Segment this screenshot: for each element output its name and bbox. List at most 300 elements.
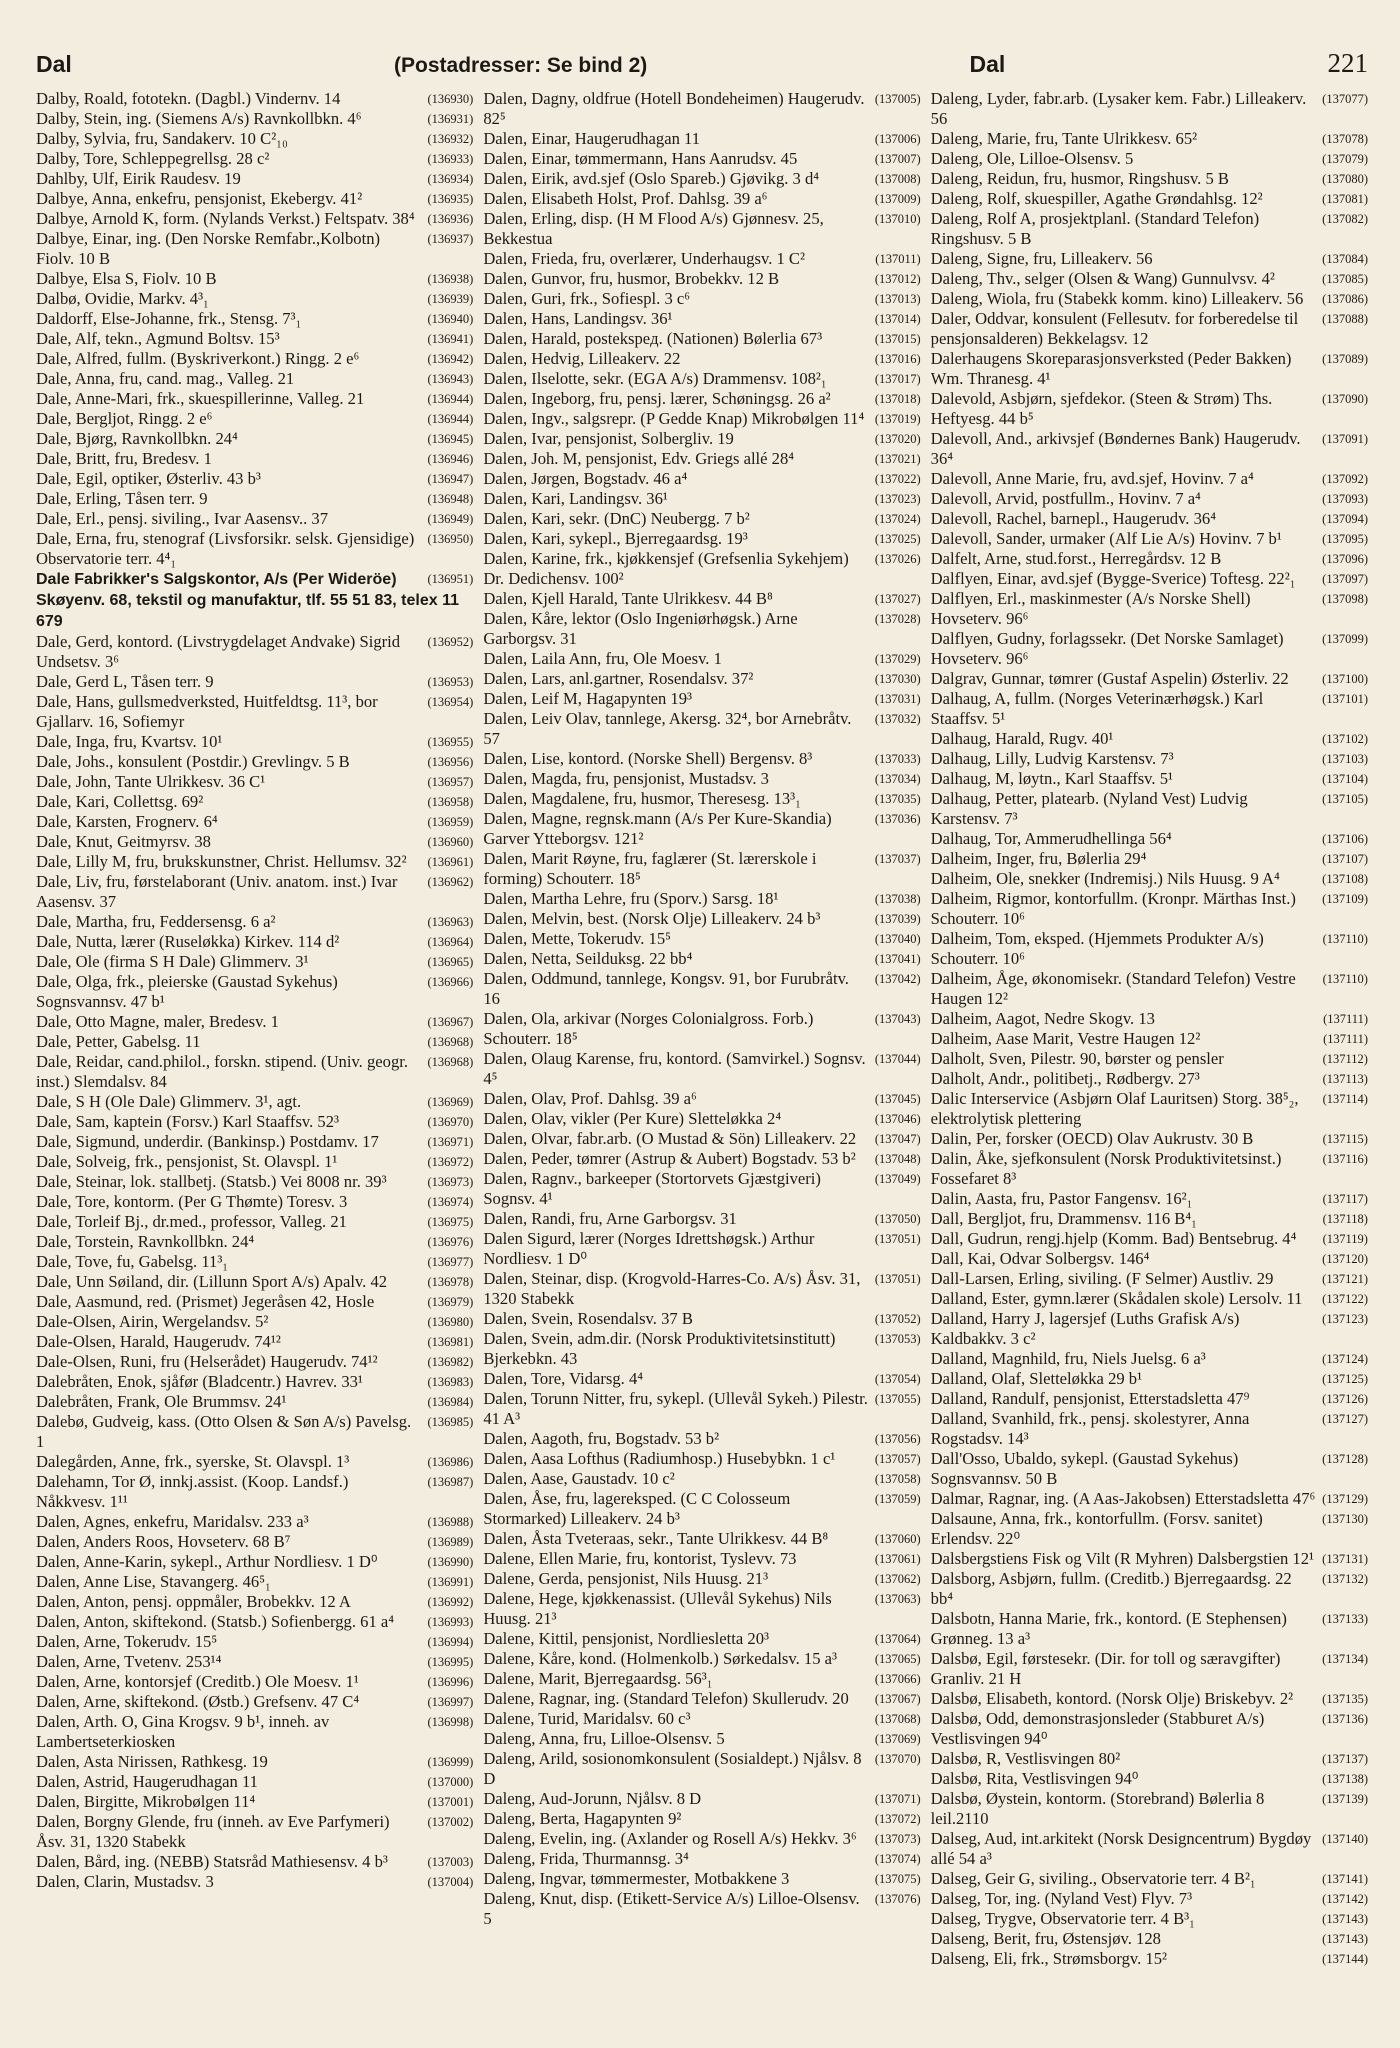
directory-entry xyxy=(931,729,1368,749)
entry-phone-number: (137022) xyxy=(874,472,921,486)
entry-phone-number: (137070) xyxy=(874,1752,921,1766)
directory-entry xyxy=(36,1772,473,1792)
entry-text: Dalbye, Elsa S, Fiolv. 10 B xyxy=(36,269,217,288)
entry-text: Dalin, Per, forsker (OECD) Olav Aukrustv. 30 B xyxy=(930,1129,1254,1148)
entry-text: Daleng, Knut, disp. (Etikett-Service A/s) Lilloe-Olsensv. 5 xyxy=(483,1889,860,1928)
directory-entry xyxy=(931,629,1368,669)
directory-entry xyxy=(36,229,473,269)
entry-phone-number: (137140) xyxy=(1322,1832,1368,1846)
entry-phone-number: (136931) xyxy=(427,112,474,126)
entry-text: Dale, Torstein, Ravnkollbkn. 24⁴ xyxy=(36,1232,255,1251)
entry-phone-number: (137038) xyxy=(874,892,921,906)
entry-text: Dalby, Sylvia, fru, Sandakerv. 10 C²₁₀ xyxy=(36,129,288,148)
directory-entry xyxy=(931,1069,1368,1089)
entry-phone-number: (137128) xyxy=(1322,1452,1368,1466)
entry-phone-number: (136955) xyxy=(427,735,474,749)
entry-text: Dale, Inga, fru, Kvartsv. 10¹ xyxy=(36,732,223,751)
entry-phone-number: (137065) xyxy=(874,1652,921,1666)
entry-phone-number: (137095) xyxy=(1322,532,1368,546)
entry-text: Dalevold, Asbjørn, sjefdekor. (Steen & Strøm) Ths. Heftyesg. 44 b⁵ xyxy=(930,389,1273,428)
entry-phone-number: (136978) xyxy=(427,1275,474,1289)
entry-text: Dalsbergstiens Fisk og Vilt (R Myhren) Dalsbergstien 12¹ xyxy=(930,1549,1314,1568)
entry-text: Dalen, Hedvig, Lilleakerv. 22 xyxy=(483,349,681,368)
entry-phone-number: (137027) xyxy=(874,592,921,606)
entry-text: Dalland, Harry J, lagersjef (Luths Grafisk A/s) Kaldbakkv. 3 c² xyxy=(930,1309,1240,1348)
entry-phone-number: (137132) xyxy=(1322,1572,1368,1586)
directory-entry xyxy=(931,1749,1368,1769)
directory-entry xyxy=(931,1309,1368,1349)
entry-text: Dall, Kai, Odvar Solbergsv. 146⁴ xyxy=(930,1249,1150,1268)
directory-entry xyxy=(483,189,920,209)
entry-phone-number: (137117) xyxy=(1322,1192,1368,1206)
entry-phone-number: (136989) xyxy=(427,1535,474,1549)
entry-text: Dalen, Karine, frk., kjøkkensjef (Grefsenlia Sykehjem) Dr. Dedichensv. 100² xyxy=(483,549,849,588)
entry-phone-number: (136939) xyxy=(427,292,474,306)
entry-text: Dale, Hans, gullsmedverksted, Huitfeldtsg. 11³, bor Gjallarv. 16, Sofiemyr xyxy=(36,692,378,731)
entry-text: Dalen, Tore, Vidarsg. 4⁴ xyxy=(483,1369,644,1388)
entry-phone-number: (137105) xyxy=(1322,792,1368,806)
entry-phone-number: (137029) xyxy=(874,652,921,666)
entry-phone-number: (137066) xyxy=(874,1672,921,1686)
entry-text: Dalen, Jørgen, Bogstadv. 46 a⁴ xyxy=(483,469,688,488)
directory-entry xyxy=(483,1129,920,1149)
directory-entry xyxy=(483,289,920,309)
directory-entry xyxy=(36,1592,473,1612)
directory-entry xyxy=(483,1269,920,1309)
directory-entry xyxy=(483,449,920,469)
entry-phone-number: (137036) xyxy=(874,812,921,826)
entry-text: Dalen, Kari, sykepl., Bjerregaardsg. 19³ xyxy=(483,529,748,548)
entry-text: Dalen, Ingeborg, fru, pensj. lærer, Schøningsg. 26 a² xyxy=(483,389,831,408)
entry-text: Daleng, Signe, fru, Lilleakerv. 56 xyxy=(930,249,1153,268)
entry-phone-number: (137001) xyxy=(427,1795,474,1809)
entry-phone-number: (137015) xyxy=(874,332,921,346)
entry-phone-number: (137086) xyxy=(1322,292,1368,306)
entry-phone-number: (137011) xyxy=(875,252,921,266)
directory-entry xyxy=(36,1512,473,1532)
entry-text: Dalseg, Aud, int.arkitekt (Norsk Designcentrum) Bygdøy allé 54 a³ xyxy=(930,1829,1312,1868)
entry-text: Dalen, Lars, anl.gartner, Rosendalsv. 37² xyxy=(483,669,754,688)
entry-phone-number: (136935) xyxy=(427,192,474,206)
directory-entry xyxy=(483,1789,920,1809)
entry-phone-number: (136952) xyxy=(427,635,474,649)
entry-text: Dalen, Harald, postekspeд. (Nationen) Bølerlia 67³ xyxy=(483,329,823,348)
entry-text: Dalen, Agnes, enkefru, Maridalsv. 233 a³ xyxy=(36,1512,309,1531)
directory-entry xyxy=(931,1449,1368,1489)
entry-phone-number: (137124) xyxy=(1322,1352,1368,1366)
entry-text: Dalby, Tore, Schleppegrellsg. 28 c² xyxy=(36,149,270,168)
directory-entry xyxy=(483,769,920,789)
directory-entry xyxy=(36,1092,473,1112)
entry-text: Dalen, Ragnv., barkeeper (Stortorvets Gjæstgiveri) Sognsv. 4¹ xyxy=(483,1169,821,1208)
entry-text: Dalseng, Eli, frk., Strømsborgv. 15² xyxy=(930,1949,1168,1968)
entry-phone-number: (137005) xyxy=(874,92,921,106)
entry-text: Dale, Solveig, frk., pensjonist, St. Olavspl. 1¹ xyxy=(36,1152,338,1171)
entry-text: Dalen, Dagny, oldfrue (Hotell Bondeheimen) Haugerudv. 82⁵ xyxy=(483,89,865,128)
entry-text: Dalseg, Trygve, Observatorie terr. 4 B³₁ xyxy=(930,1909,1195,1928)
entry-phone-number: (136999) xyxy=(427,1755,474,1769)
entry-phone-number: (136971) xyxy=(427,1135,474,1149)
directory-entry xyxy=(483,1009,920,1049)
entry-text: Dalerhaugens Skoreparasjonsverksted (Peder Bakken) Wm. Thranesg. 4¹ xyxy=(930,349,1292,388)
directory-entry xyxy=(483,1149,920,1169)
entry-phone-number: (137084) xyxy=(1322,252,1368,266)
directory-entry xyxy=(931,509,1368,529)
entry-phone-number: (136954) xyxy=(427,695,474,709)
entry-phone-number: (136974) xyxy=(427,1195,474,1209)
directory-entry xyxy=(36,1572,473,1592)
directory-entry xyxy=(36,1532,473,1552)
directory-entry xyxy=(931,669,1368,689)
entry-phone-number: (136961) xyxy=(427,855,474,869)
entry-phone-number: (137082) xyxy=(1322,212,1368,226)
directory-entry xyxy=(36,1112,473,1132)
directory-entry xyxy=(483,89,920,129)
directory-entry xyxy=(483,409,920,429)
entry-text: Dalen, Olav, Prof. Dahlsg. 39 a⁶ xyxy=(483,1089,697,1108)
entry-text: Dale, Kari, Collettsg. 69² xyxy=(36,792,204,811)
entry-phone-number: (136968) xyxy=(427,1035,474,1049)
directory-entry xyxy=(483,1689,920,1709)
directory-entry xyxy=(931,529,1368,549)
entry-phone-number: (137085) xyxy=(1322,272,1368,286)
directory-entry xyxy=(483,929,920,949)
entry-phone-number: (136995) xyxy=(427,1655,474,1669)
entry-text: Dale, Alfred, fullm. (Byskriverkont.) Ringg. 2 e⁶ xyxy=(36,349,360,368)
directory-entry xyxy=(36,1812,473,1852)
directory-entry xyxy=(931,1269,1368,1289)
entry-phone-number: (136932) xyxy=(427,132,474,146)
entry-text: Dalen, Svein, adm.dir. (Norsk Produktivitetsinstitutt) Bjerkebkn. 43 xyxy=(483,1329,836,1368)
entry-text: Dalen, Anton, skiftekond. (Statsb.) Sofienbergg. 61 a⁴ xyxy=(36,1612,395,1631)
entry-text: Dalen, Martha Lehre, fru (Sporv.) Sarsg. 18¹ xyxy=(483,889,779,908)
entry-text: Dalic Interservice (Asbjørn Olaf Lauritsen) Storg. 38⁵₂, elektrolytisk plettering xyxy=(930,1089,1299,1128)
directory-entry xyxy=(931,389,1368,429)
directory-entry xyxy=(483,1649,920,1669)
entry-text: Daleng, Evelin, ing. (Axlander og Rosell A/s) Hekkv. 3⁶ xyxy=(483,1829,857,1848)
directory-entry xyxy=(36,1332,473,1352)
directory-entry xyxy=(483,669,920,689)
directory-entry xyxy=(931,1549,1368,1569)
entry-text: Dale, Karsten, Frognerv. 6⁴ xyxy=(36,812,218,831)
entry-text: Dale, Liv, fru, førstelaborant (Univ. anatom. inst.) Ivar Aasensv. 37 xyxy=(36,872,398,911)
directory-entry xyxy=(483,849,920,889)
directory-entry xyxy=(931,149,1368,169)
entry-phone-number: (136960) xyxy=(427,835,474,849)
entry-text: Dale, Bergljot, Ringg. 2 e⁶ xyxy=(36,409,213,428)
entry-phone-number: (137019) xyxy=(874,412,921,426)
entry-phone-number: (137047) xyxy=(874,1132,921,1146)
entry-text: Dalevoll, Anne Marie, fru, avd.sjef, Hovinv. 7 a⁴ xyxy=(930,469,1254,488)
entry-text: Dale, Tore, kontorm. (Per G Thømte) Toresv. 3 xyxy=(36,1192,348,1211)
directory-entry xyxy=(931,1229,1368,1249)
entry-phone-number: (137033) xyxy=(874,752,921,766)
entry-text: Daleng, Ole, Lilloe-Olsensv. 5 xyxy=(930,149,1134,168)
directory-entry xyxy=(931,549,1368,569)
entry-phone-number: (137068) xyxy=(874,1712,921,1726)
header-left-keyword: Dal xyxy=(36,51,72,77)
entry-text: Dale, Reidar, cand.philol., forskn. stipend. (Univ. geogr. inst.) Slemdalsv. 84 xyxy=(36,1052,408,1091)
entry-text: Dalland, Randulf, pensjonist, Etterstadsletta 47⁹ xyxy=(930,1389,1250,1408)
entry-text: Dalen, Ivar, pensjonist, Solbergliv. 19 xyxy=(483,429,734,448)
entry-text: Dalflyen, Einar, avd.sjef (Bygge-Sverice) Toftesg. 22²₁ xyxy=(930,569,1296,588)
directory-entry xyxy=(931,589,1368,629)
entry-text: Dalsaune, Anna, frk., kontorfullm. (Forsv. sanitet) Erlendsv. 22⁰ xyxy=(930,1509,1263,1548)
entry-phone-number: (137092) xyxy=(1322,472,1368,486)
entry-phone-number: (137060) xyxy=(874,1532,921,1546)
entry-phone-number: (136958) xyxy=(427,795,474,809)
entry-phone-number: (136987) xyxy=(427,1475,474,1489)
entry-text: Dale, Bjørg, Ravnkollbkn. 24⁴ xyxy=(36,429,238,448)
entry-text: Dalene, Kåre, kond. (Holmenkolb.) Sørkedalsv. 15 a³ xyxy=(483,1649,837,1668)
entry-text: Dalen, Magda, fru, pensjonist, Mustadsv. 3 xyxy=(483,769,769,788)
entry-text: Daleng, Berta, Hagapynten 9² xyxy=(483,1809,682,1828)
entry-text: Dalmar, Ragnar, ing. (A Aas-Jakobsen) Etterstadsletta 47⁶ xyxy=(930,1489,1316,1508)
entry-phone-number: (137089) xyxy=(1322,352,1368,366)
entry-text: Dalseng, Berit, fru, Østensjøv. 128 xyxy=(930,1929,1161,1948)
directory-entry xyxy=(483,909,920,929)
entry-text: Dalen, Gunvor, fru, husmor, Brobekkv. 12 B xyxy=(483,269,780,288)
entry-text: Daldorff, Else-Johanne, frk., Stensg. 7³₁ xyxy=(36,309,302,328)
entry-phone-number: (137044) xyxy=(874,1052,921,1066)
directory-entry xyxy=(931,1209,1368,1229)
directory-entry xyxy=(931,469,1368,489)
entry-phone-number: (137058) xyxy=(874,1472,921,1486)
entry-phone-number: (137035) xyxy=(874,792,921,806)
entry-phone-number: (137101) xyxy=(1322,692,1368,706)
entry-text: Dalene, Hege, kjøkkenassist. (Ullevål Sykehus) Nils Huusg. 21³ xyxy=(483,1589,832,1628)
directory-entry xyxy=(36,1472,473,1512)
entry-phone-number: (137108) xyxy=(1322,872,1368,886)
entry-text: Dalheim, Aagot, Nedre Skogv. 13 xyxy=(930,1009,1155,1028)
entry-phone-number: (136930) xyxy=(427,92,474,106)
directory-entry xyxy=(483,209,920,249)
entry-text: Dalholt, Sven, Pilestr. 90, børster og pensler xyxy=(930,1049,1224,1068)
entry-text: Dalen, Borgny Glende, fru (inneh. av Eve Parfymeri) Åsv. 31, 1320 Stabekk xyxy=(36,1812,390,1851)
entry-phone-number: (137006) xyxy=(874,132,921,146)
entry-text: Daleng, Anna, fru, Lilloe-Olsensv. 5 xyxy=(483,1729,725,1748)
entry-phone-number: (137017) xyxy=(874,372,921,386)
entry-text: Dalsbø, Rita, Vestlisvingen 94⁰ xyxy=(930,1769,1139,1788)
directory-entry xyxy=(931,1349,1368,1369)
directory-entry xyxy=(36,329,473,349)
directory-entry xyxy=(483,789,920,809)
entry-text: Dale, Britt, fru, Bredesv. 1 xyxy=(36,449,212,468)
entry-text: Dalen, Oddmund, tannlege, Kongsv. 91, bor Furubråtv. 16 xyxy=(483,969,849,1008)
entry-phone-number: (136956) xyxy=(427,755,474,769)
directory-entry xyxy=(931,689,1368,729)
entry-text: Dalland, Ester, gymn.lærer (Skådalen skole) Lersolv. 11 xyxy=(930,1289,1303,1308)
entry-text: Dalheim, Ole, snekker (Indremisj.) Nils Huusg. 9 A⁴ xyxy=(930,869,1280,888)
entry-phone-number: (136969) xyxy=(427,1095,474,1109)
entry-text: Dalen, Magne, regnsk.mann (A/s Per Kure-Skandia) Garver Ytteborgsv. 121² xyxy=(483,809,832,848)
entry-text: Dalene, Turid, Maridalsv. 60 c³ xyxy=(483,1709,691,1728)
entry-phone-number: (136983) xyxy=(427,1375,474,1389)
entry-phone-number: (137123) xyxy=(1322,1312,1368,1326)
entry-phone-number: (137103) xyxy=(1322,752,1368,766)
entry-phone-number: (137003) xyxy=(427,1855,474,1869)
entry-phone-number: (137136) xyxy=(1322,1712,1368,1726)
entry-phone-number: (136966) xyxy=(427,975,474,989)
directory-entry xyxy=(36,1652,473,1672)
entry-text: Dalen, Anne Lise, Stavangerg. 46⁵₁ xyxy=(36,1572,271,1591)
directory-entry xyxy=(36,1412,473,1452)
directory-entry xyxy=(483,269,920,289)
directory-entry xyxy=(483,1809,920,1829)
directory-entry xyxy=(931,1189,1368,1209)
directory-entry xyxy=(36,752,473,772)
entry-phone-number: (136981) xyxy=(427,1335,474,1349)
entry-text: Dalen, Ingv., salgsrepr. (P Gedde Knap) Mikrobølgen 11⁴ xyxy=(483,409,865,428)
directory-entry xyxy=(36,1192,473,1212)
directory-entry xyxy=(483,749,920,769)
entry-phone-number: (137144) xyxy=(1322,1952,1368,1966)
entry-phone-number: (137020) xyxy=(874,432,921,446)
entry-phone-number: (137009) xyxy=(874,192,921,206)
directory-entry xyxy=(36,1132,473,1152)
entry-phone-number: (137008) xyxy=(874,172,921,186)
entry-phone-number: (137134) xyxy=(1322,1652,1368,1666)
directory-entry xyxy=(931,1089,1368,1129)
entry-text: Dalen, Astrid, Haugerudhagan 11 xyxy=(36,1772,258,1791)
entry-text: Dalby, Roald, fototekn. (Dagbl.) Vindernv. 14 xyxy=(36,89,341,108)
entry-text: Dalen, Leif M, Hagapynten 19³ xyxy=(483,689,692,708)
entry-phone-number: (137100) xyxy=(1322,672,1368,686)
entry-text: Dalbye, Einar, ing. (Den Norske Remfabr.,Kolbotn) Fiolv. 10 B xyxy=(36,229,381,268)
entry-text: Dalen, Marit Røyne, fru, faglærer (St. lærerskole i forming) Schouterr. 18⁵ xyxy=(483,849,817,888)
entry-phone-number: (136970) xyxy=(427,1115,474,1129)
directory-entry xyxy=(931,569,1368,589)
directory-entry xyxy=(483,1729,920,1749)
entry-text: Dalen, Aagoth, fru, Bogstadv. 53 b² xyxy=(483,1429,720,1448)
directory-entry xyxy=(931,249,1368,269)
directory-entry xyxy=(483,369,920,389)
entry-text: Dale, Egil, optiker, Østerliv. 43 b³ xyxy=(36,469,261,488)
directory-entry xyxy=(931,289,1368,309)
entry-text: Dall'Osso, Ubaldo, sykepl. (Gaustad Sykehus) Sognsvannsv. 50 B xyxy=(930,1449,1239,1488)
directory-entry xyxy=(36,1152,473,1172)
entry-phone-number: (137061) xyxy=(874,1552,921,1566)
directory-entry xyxy=(36,109,473,129)
entry-text: Daleng, Ingvar, tømmermester, Motbakkene 3 xyxy=(483,1869,790,1888)
entry-text: Dalin, Åke, sjefkonsulent (Norsk Produktivitetsinst.) Fossefaret 8³ xyxy=(930,1149,1282,1188)
entry-text: Dale, Erna, fru, stenograf (Livsforsikr. selsk. Gjensidige) Observatorie terr. 4⁴₁ xyxy=(36,529,415,568)
entry-text: Daleng, Wiola, fru (Stabekk komm. kino) Lilleakerv. 56 xyxy=(930,289,1304,308)
directory-entry xyxy=(931,749,1368,769)
entry-text: Daleng, Frida, Thurmannsg. 3⁴ xyxy=(483,1849,689,1868)
entry-text: Dalen, Randi, fru, Arne Garborgsv. 31 xyxy=(483,1209,737,1228)
entry-text: Dalevoll, Rachel, barnepl., Haugerudv. 36⁴ xyxy=(930,509,1216,528)
entry-text: Dalen Sigurd, lærer (Norges Idrettshøgsk.) Arthur Nordliesv. 1 D⁰ xyxy=(483,1229,815,1268)
entry-phone-number: (137102) xyxy=(1322,732,1368,746)
directory-entry xyxy=(483,1329,920,1369)
entry-text: Dale-Olsen, Harald, Haugerudv. 74¹² xyxy=(36,1332,281,1351)
entry-text: Dalen, Steinar, disp. (Krogvold-Harres-Co. A/s) Åsv. 31, 1320 Stabekk xyxy=(483,1269,861,1308)
entry-phone-number: (136997) xyxy=(427,1695,474,1709)
directory-entry xyxy=(36,369,473,389)
directory-entry xyxy=(483,889,920,909)
entry-text: Dalen, Aasa Lofthus (Radiumhosp.) Husebybkn. 1 c¹ xyxy=(483,1449,836,1468)
entry-phone-number: (137039) xyxy=(874,912,921,926)
entry-phone-number: (137097) xyxy=(1322,572,1368,586)
header-postal-note: (Postadresser: Se bind 2) xyxy=(394,54,648,77)
directory-entry xyxy=(36,1232,473,1252)
entry-text: Dalen, Clarin, Mustadsv. 3 xyxy=(36,1872,214,1891)
entry-phone-number: (137094) xyxy=(1322,512,1368,526)
entry-text: Dalland, Magnhild, fru, Niels Juelsg. 6 a³ xyxy=(930,1349,1206,1368)
entry-phone-number: (136992) xyxy=(427,1595,474,1609)
entry-text: Dalebø, Gudveig, kass. (Otto Olsen & Søn A/s) Pavelsg. 1 xyxy=(36,1412,412,1451)
directory-entry xyxy=(931,269,1368,289)
entry-phone-number: (137000) xyxy=(427,1775,474,1789)
entry-text: Dale, Gerd L, Tåsen terr. 9 xyxy=(36,672,214,691)
entry-phone-number: (137107) xyxy=(1322,852,1368,866)
entry-phone-number: (136990) xyxy=(427,1555,474,1569)
entry-text: Dalen, Einar, Haugerudhagan 11 xyxy=(483,129,700,148)
directory-entry xyxy=(931,1609,1368,1649)
directory-entry xyxy=(36,129,473,149)
entry-text: Dalhaug, Petter, platearb. (Nyland Vest) Ludvig Karstensv. 7³ xyxy=(930,789,1248,828)
entry-text: Dalsbø, Odd, demonstrasjonsleder (Stabburet A/s) Vestlisvingen 94⁰ xyxy=(930,1709,1265,1748)
directory-entry xyxy=(36,732,473,752)
directory-entry xyxy=(931,769,1368,789)
directory-entry xyxy=(36,469,473,489)
directory-entry xyxy=(931,889,1368,929)
directory-entry xyxy=(931,349,1368,389)
entry-phone-number: (137081) xyxy=(1322,192,1368,206)
entry-text: Dale, Olga, frk., pleierske (Gaustad Sykehus) Sognsvannsv. 47 b¹ xyxy=(36,972,338,1011)
entry-phone-number: (137076) xyxy=(874,1892,921,1906)
entry-phone-number: (137051) xyxy=(874,1272,921,1286)
directory-entry xyxy=(931,1769,1368,1789)
entry-text: Dalen, Birgitte, Mikrobølgen 11⁴ xyxy=(36,1792,256,1811)
entry-phone-number: (137050) xyxy=(874,1212,921,1226)
entry-phone-number: (137052) xyxy=(874,1312,921,1326)
entry-text: Dalgrav, Gunnar, tømrer (Gustaf Aspelin) Østerliv. 22 xyxy=(930,669,1289,688)
directory-entry xyxy=(483,509,920,529)
directory-entry xyxy=(931,929,1368,969)
entry-phone-number: (137049) xyxy=(874,1172,921,1186)
entry-phone-number: (137098) xyxy=(1322,592,1368,606)
entry-phone-number: (137034) xyxy=(874,772,921,786)
entry-text: Dale, Anna, fru, cand. mag., Valleg. 21 xyxy=(36,369,295,388)
entry-phone-number: (136934) xyxy=(427,172,474,186)
entry-phone-number: (137041) xyxy=(874,952,921,966)
directory-entry xyxy=(483,1889,920,1929)
entry-phone-number: (137090) xyxy=(1322,392,1368,406)
entry-text: Dale-Olsen, Runi, fru (Helserådet) Haugerudv. 74¹² xyxy=(36,1352,378,1371)
entry-text: Dalen, Arne, Tvetenv. 253¹⁴ xyxy=(36,1652,222,1671)
entry-text: Dale, John, Tante Ulrikkesv. 36 C¹ xyxy=(36,772,266,791)
directory-entry xyxy=(931,1569,1368,1609)
directory-entry xyxy=(931,1029,1368,1049)
directory-entry xyxy=(483,1449,920,1469)
entry-text: Dalen, Olaug Karense, fru, kontord. (Samvirkel.) Sognsv. 4⁵ xyxy=(483,1049,866,1088)
entry-phone-number: (136947) xyxy=(427,472,474,486)
directory-entry xyxy=(483,1629,920,1649)
entry-phone-number: (137126) xyxy=(1322,1392,1368,1406)
entry-text: Dalevoll, Arvid, postfullm., Hovinv. 7 a⁴ xyxy=(930,489,1201,508)
directory-entry xyxy=(483,469,920,489)
entry-phone-number: (136985) xyxy=(427,1415,474,1429)
entry-text: Dalevoll, And., arkivsjef (Bøndernes Bank) Haugerudv. 36⁴ xyxy=(930,429,1301,468)
entry-phone-number: (136996) xyxy=(427,1675,474,1689)
entry-phone-number: (136973) xyxy=(427,1175,474,1189)
entry-text: Dalen, Ilselotte, sekr. (EGA A/s) Drammensv. 108²₁ xyxy=(483,369,827,388)
directory-entry xyxy=(483,649,920,669)
entry-text: Dall, Gudrun, rengj.hjelp (Komm. Bad) Bentsebrug. 4⁴ xyxy=(930,1229,1297,1248)
entry-text: Dalflyen, Gudny, forlagssekr. (Det Norske Samlaget) Hovseterv. 96⁶ xyxy=(930,629,1284,668)
